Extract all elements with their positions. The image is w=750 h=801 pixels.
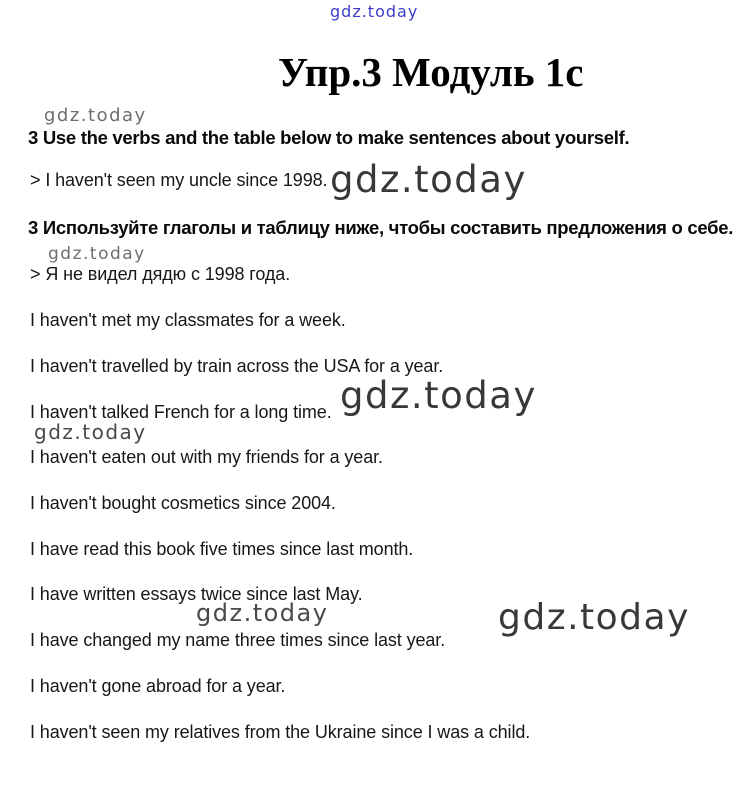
sentence-line: I haven't bought cosmetics since 2004. — [30, 493, 336, 513]
sentence-line: I haven't met my classmates for a week. — [30, 310, 346, 330]
example-sentence-ru: > Я не видел дядю с 1998 года. — [30, 264, 291, 284]
sentence-line: I haven't gone abroad for a year. — [30, 676, 286, 696]
watermark-gdz-today-top: gdz.today — [330, 2, 419, 21]
watermark-gdz-today-small-1: gdz.today — [44, 105, 147, 126]
sentence-line: I haven't talked French for a long time. — [30, 402, 332, 422]
sentence-line: I have changed my name three times since last year. — [30, 630, 446, 650]
sentence-line: I haven't seen my relatives from the Ukraine since I was a child. — [30, 722, 531, 742]
sentence-line: I haven't eaten out with my friends for a year. — [30, 447, 383, 467]
watermark-gdz-today-large-1: gdz.today — [330, 158, 527, 201]
watermark-gdz-today-medium-1: gdz.today — [34, 420, 147, 444]
watermark-gdz-today-large-3: gdz.today — [498, 597, 690, 638]
watermark-gdz-today-large-2: gdz.today — [340, 374, 537, 417]
sentence-line: I have written essays twice since last May. — [30, 584, 363, 604]
sentence-line: I have read this book five times since last month. — [30, 539, 414, 559]
sentence-line: I haven't travelled by train across the USA for a year. — [30, 356, 444, 376]
instruction-en: 3 Use the verbs and the table below to make sentences about yourself. — [28, 127, 630, 148]
instruction-ru: 3 Используйте глаголы и таблицу ниже, чтобы составить предложения о себе. — [28, 217, 734, 238]
example-sentence-en: > I haven't seen my uncle since 1998. — [30, 170, 328, 190]
watermark-gdz-today-medium-2: gdz.today — [196, 599, 329, 627]
watermark-gdz-today-small-2: gdz.today — [48, 244, 146, 264]
page-title: Упр.3 Модуль 1c — [278, 49, 584, 95]
